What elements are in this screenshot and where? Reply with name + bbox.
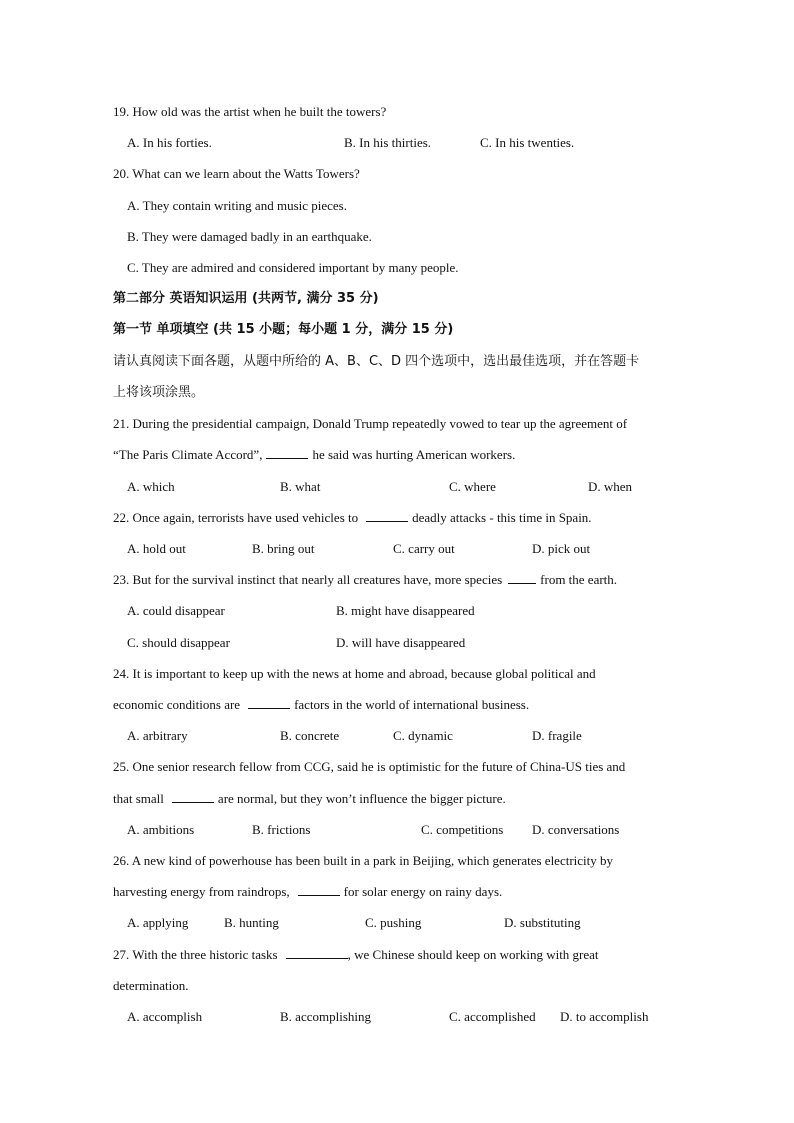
answer-blank xyxy=(266,447,308,459)
question-23-line-1 xyxy=(113,572,617,588)
question-20-option-a: A. They contain writing and music pieces. xyxy=(127,198,347,213)
question-21-line-2 xyxy=(113,447,515,463)
option-a: A. accomplish xyxy=(127,1009,203,1024)
question-22-line-1 xyxy=(113,510,592,526)
question-25-text-before-blank: that small xyxy=(113,791,164,806)
question-19-options xyxy=(0,135,794,151)
answer-blank xyxy=(366,510,408,522)
question-21-text-after-blank: he said was hurting American workers. xyxy=(312,447,516,462)
question-25-options xyxy=(0,822,794,838)
question-20-option-b: B. They were damaged badly in an earthquake. xyxy=(127,229,372,244)
question-25-line-1: 25. One senior research fellow from CCG, said he is optimistic for the future of China-US ties and xyxy=(113,759,626,774)
option-b: B. In his thirties. xyxy=(344,135,432,150)
option-d: D. to accomplish xyxy=(560,1009,649,1024)
question-26-text-after-blank: for solar energy on rainy days. xyxy=(343,884,503,899)
part-2-heading: 第二部分 英语知识运用 (共两节, 满分 35 分) xyxy=(113,291,379,306)
option-a: A. ambitions xyxy=(127,822,195,837)
question-23-option-d: D. will have disappeared xyxy=(336,635,466,650)
question-24-line-2 xyxy=(113,697,529,713)
question-27-line-1 xyxy=(113,947,599,963)
option-a: A. In his forties. xyxy=(127,135,212,150)
option-c: C. In his twenties. xyxy=(480,135,575,150)
option-d: D. fragile xyxy=(532,728,582,743)
question-26-options xyxy=(0,915,794,931)
question-20-option-c: C. They are admired and considered important by many people. xyxy=(127,260,459,275)
question-26-line-1: 26. A new kind of powerhouse has been built in a park in Beijing, which generates electricity by xyxy=(113,853,614,868)
question-20-stem: 20. What can we learn about the Watts Towers? xyxy=(113,166,360,181)
question-26-line-2 xyxy=(113,884,502,900)
question-26-text-before-blank: harvesting energy from raindrops, xyxy=(113,884,290,899)
section-1-heading: 第一节 单项填空 (共 15 小题；每小题 1 分，满分 15 分) xyxy=(113,322,454,337)
answer-blank xyxy=(298,884,340,896)
option-a: A. applying xyxy=(127,915,189,930)
option-d: D. when xyxy=(588,479,633,494)
option-c: C. carry out xyxy=(393,541,455,556)
option-d: D. conversations xyxy=(532,822,620,837)
option-d: D. substituting xyxy=(504,915,581,930)
option-c: C. pushing xyxy=(365,915,422,930)
option-b: B. hunting xyxy=(224,915,279,930)
question-24-line-1: 24. It is important to keep up with the news at home and abroad, because global political and xyxy=(113,666,596,681)
question-23-option-a: A. could disappear xyxy=(127,603,225,618)
question-23-text-after-blank: from the earth. xyxy=(540,572,618,587)
question-23-option-c: C. should disappear xyxy=(127,635,230,650)
question-23-option-b: B. might have disappeared xyxy=(336,603,475,618)
question-24-text-before-blank: economic conditions are xyxy=(113,697,241,712)
question-25-line-2 xyxy=(113,791,506,807)
question-21-options xyxy=(0,479,794,495)
option-b: B. frictions xyxy=(252,822,311,837)
question-27-line-2: determination. xyxy=(113,978,189,993)
question-25-text-after-blank: are normal, but they won’t influence the bigger picture. xyxy=(217,791,506,806)
answer-blank xyxy=(248,697,290,709)
question-23-text-before-blank: 23. But for the survival instinct that nearly all creatures have, more species xyxy=(113,572,503,587)
option-a: A. arbitrary xyxy=(127,728,188,743)
question-22-text-before-blank: 22. Once again, terrorists have used vehicles to xyxy=(113,510,359,525)
question-22-options xyxy=(0,541,794,557)
instructions-line-1: 请认真阅读下面各题，从题中所给的 A、B、C、D 四个选项中，选出最佳选项，并在答题卡 xyxy=(113,354,640,369)
question-21-line-1: 21. During the presidential campaign, Donald Trump repeatedly vowed to tear up the agreement of xyxy=(113,416,628,431)
answer-blank xyxy=(286,947,348,959)
option-a: A. hold out xyxy=(127,541,186,556)
question-27-text-before-blank: 27. With the three historic tasks xyxy=(113,947,278,962)
question-24-text-after-blank: factors in the world of international business. xyxy=(294,697,530,712)
option-c: C. dynamic xyxy=(393,728,453,743)
question-24-options xyxy=(0,728,794,744)
question-21-text-before-blank: “The Paris Climate Accord”, xyxy=(113,447,263,462)
question-22-text-after-blank: deadly attacks - this time in Spain. xyxy=(412,510,592,525)
instructions-line-2: 上将该项涂黑。 xyxy=(113,385,205,400)
question-27-text-after-blank: , we Chinese should keep on working with great xyxy=(347,947,599,962)
option-b: B. what xyxy=(280,479,321,494)
option-b: B. accomplishing xyxy=(280,1009,371,1024)
option-c: C. accomplished xyxy=(449,1009,536,1024)
answer-blank xyxy=(172,791,214,803)
option-b: B. bring out xyxy=(252,541,315,556)
option-c: C. competitions xyxy=(421,822,504,837)
answer-blank xyxy=(508,572,536,584)
option-c: C. where xyxy=(449,479,496,494)
option-a: A. which xyxy=(127,479,175,494)
option-d: D. pick out xyxy=(532,541,591,556)
question-27-options xyxy=(0,1009,794,1025)
option-b: B. concrete xyxy=(280,728,340,743)
question-19-stem: 19. How old was the artist when he built the towers? xyxy=(113,104,387,119)
